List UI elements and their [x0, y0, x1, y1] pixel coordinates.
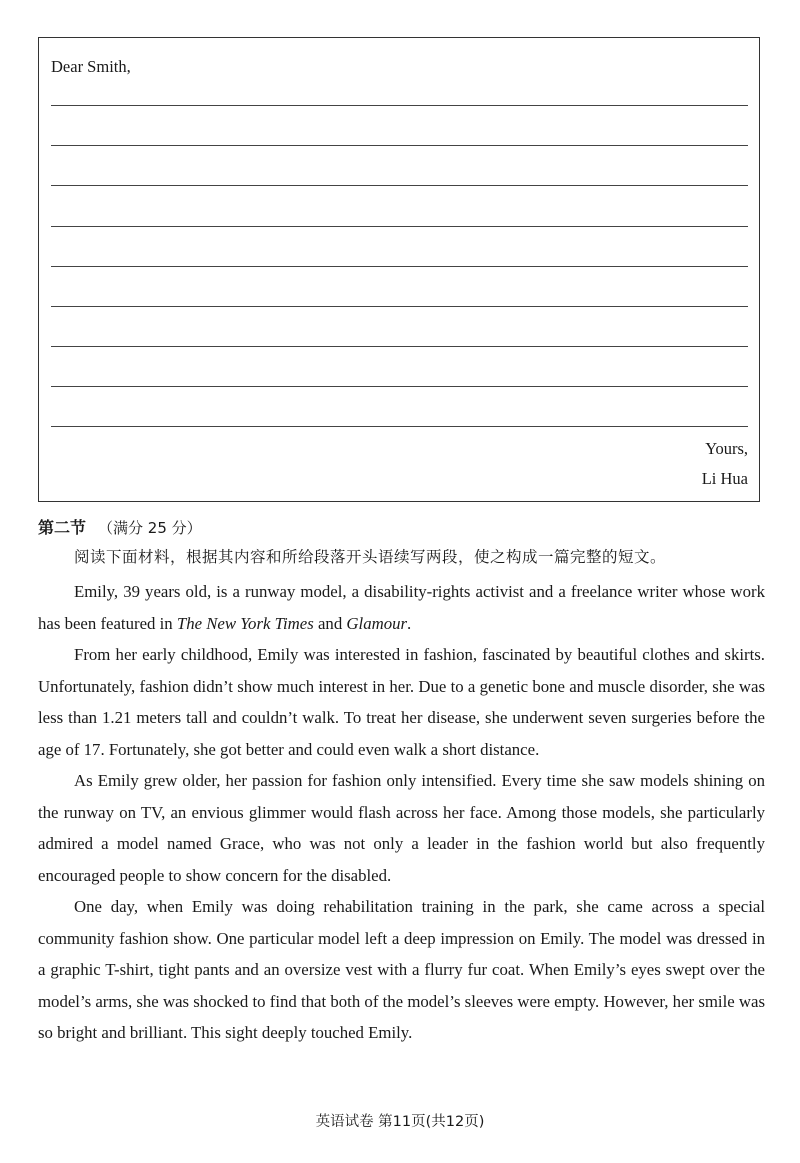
writing-line: [51, 145, 748, 146]
paragraph-text: .: [407, 613, 412, 633]
writing-line: [51, 185, 748, 186]
passage-paragraph-4: One day, when Emily was doing rehabilitation training in the park, she came across a special community fashion show. One particular model left a deep impression on Emily. The model was dressed in a graphic T-shirt, tight pants and an oversize vest with a flurry fur coat. When Emily’s eyes swept over the model’s arms, she was shocked to find that both of the model’s sleeves were empty. However, her smile was so bright and brilliant. This sight deeply touched Emily.: [38, 897, 765, 1042]
letter-signature: Li Hua: [701, 469, 748, 488]
publication-title: The New York Times: [176, 613, 314, 633]
writing-line: [51, 386, 748, 387]
section-title: 第二节: [38, 518, 87, 537]
passage-paragraph-1: [38, 576, 765, 639]
writing-line: [51, 346, 748, 347]
reading-passage: [38, 576, 765, 1049]
passage-paragraph-2: From her early childhood, Emily was interested in fashion, fascinated by beautiful clothes and skirts. Unfortunately, fashion didn’t show much interest in her. Due to a genetic bone and muscle disorder, she was less than 1.21 meters tall and couldn’t walk. To treat her disease, she underwent seven surgeries before the age of 17. Fortunately, she got better and could even walk a short distance.: [38, 645, 765, 759]
section-heading: [38, 515, 202, 538]
section-score: （满分 25 分）: [98, 519, 202, 537]
passage-paragraph-3: As Emily grew older, her passion for fashion only intensified. Every time she saw models shining on the runway on TV, an envious glimmer would flash across her face. Among those models, she particularly admired a model named Grace, who was not only a leader in the fashion world but also frequently encouraged people to show concern for the disabled.: [38, 771, 765, 885]
paragraph-text: and: [313, 613, 347, 633]
writing-line: [51, 226, 748, 227]
writing-line: [51, 306, 748, 307]
section-instruction: 阅读下面材料，根据其内容和所给段落开头语续写两段，使之构成一篇完整的短文。: [74, 548, 667, 566]
publication-title: Glamour: [346, 613, 408, 633]
writing-line: [51, 105, 748, 106]
writing-line: [51, 266, 748, 267]
page-footer: 英语试卷 第11页(共12页): [315, 1114, 485, 1130]
letter-writing-box: [38, 37, 760, 502]
writing-line: [51, 426, 748, 427]
paragraph-text: Emily, 39 years old, is a runway model, a disability-rights activist and a freelance writer whose work has been featured in: [38, 582, 765, 633]
letter-greeting: Dear Smith,: [51, 57, 131, 76]
letter-closing: Yours,: [705, 439, 748, 458]
